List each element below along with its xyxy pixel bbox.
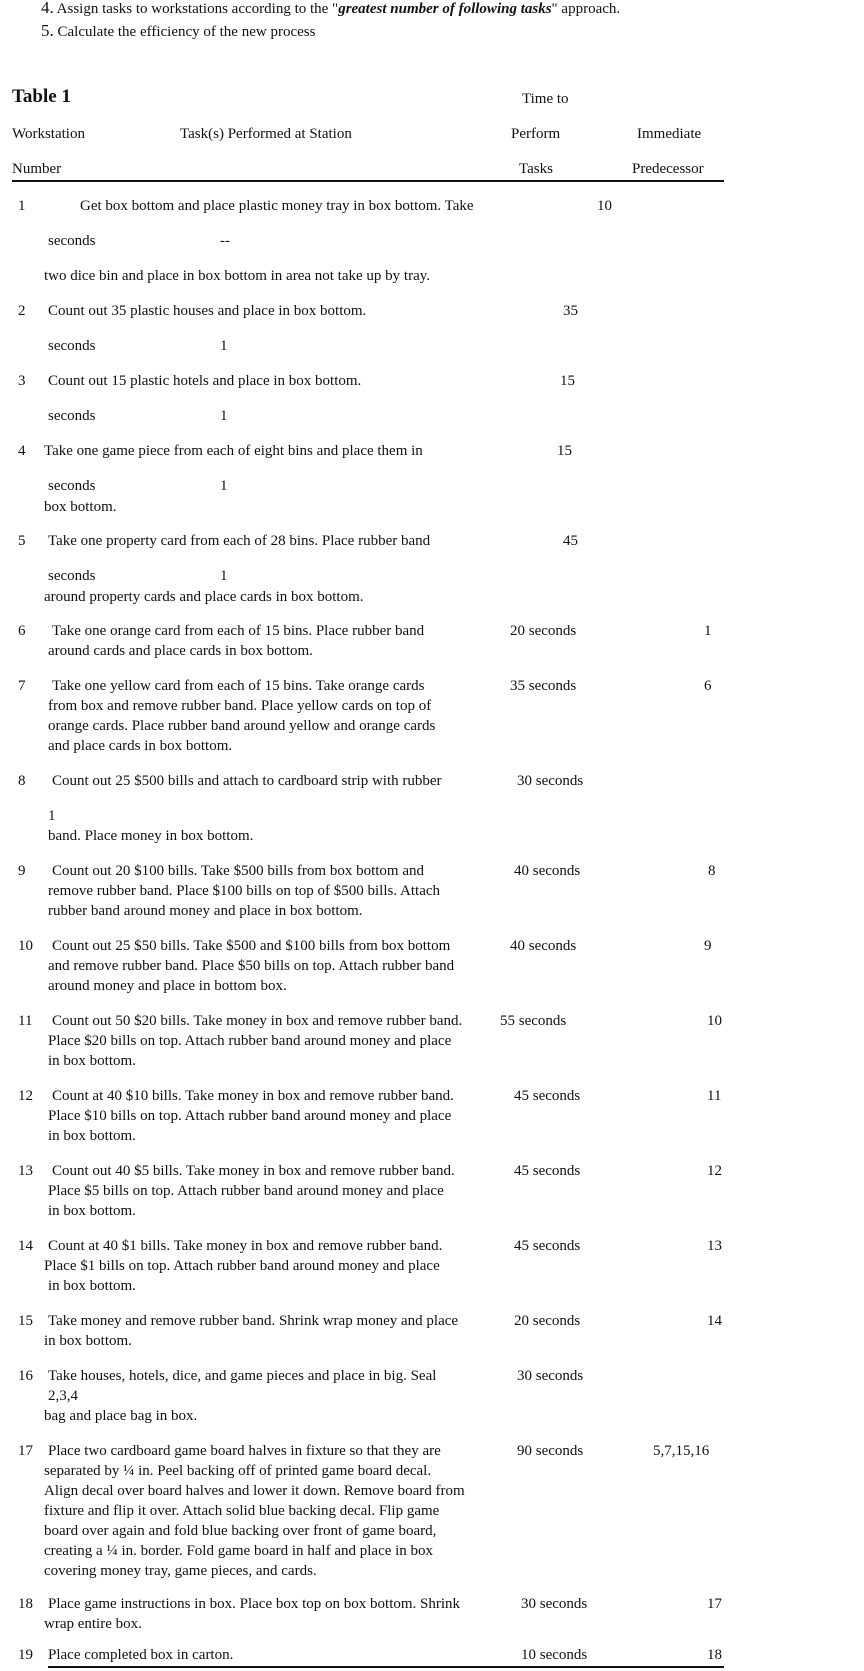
row-9-task-line-3: rubber band around money and place in box bottom.: [48, 903, 363, 919]
intro-item-5: 5. Calculate the efficiency of the new process: [41, 21, 316, 40]
row-3-predecessor: 1: [220, 408, 228, 424]
row-11-task-line-2: Place $20 bills on top. Attach rubber band around money and place: [48, 1033, 452, 1049]
row-19-number: 19: [18, 1647, 33, 1663]
row-3-time: 15: [560, 373, 575, 389]
row-12-task-line-3: in box bottom.: [48, 1128, 136, 1144]
row-9-task-line-2: remove rubber band. Place $100 bills on top of $500 bills. Attach: [48, 883, 441, 899]
row-4-number: 4: [18, 443, 26, 459]
row-14-time: 45 seconds: [514, 1238, 581, 1254]
row-17-task-line-7: covering money tray, game pieces, and cards.: [44, 1563, 317, 1579]
row-2-predecessor: 1: [220, 338, 228, 354]
row-1-seconds: seconds: [48, 233, 96, 249]
row-9-number: 9: [18, 863, 26, 879]
row-15-task-line-1: Take money and remove rubber band. Shrink wrap money and place: [48, 1313, 459, 1329]
row-8-predecessor: 1: [48, 808, 56, 824]
row-19-predecessor: 18: [707, 1647, 722, 1663]
row-14-task-line-2: Place $1 bills on top. Attach rubber band around money and place: [44, 1258, 440, 1274]
row-1-task-cont: two dice bin and place in box bottom in area not take up by tray.: [44, 268, 431, 284]
row-13-predecessor: 12: [707, 1163, 722, 1179]
row-10-predecessor: 9: [704, 938, 712, 954]
row-5-seconds: seconds: [48, 568, 96, 584]
row-5-task-cont: around property cards and place cards in box bottom.: [44, 589, 364, 605]
row-11-task-line-1: Count out 50 $20 bills. Take money in box and remove rubber band.: [52, 1013, 463, 1029]
row-1-task: Get box bottom and place plastic money tray in box bottom. Take: [80, 198, 474, 214]
row-6-task-line-2: around cards and place cards in box bottom.: [48, 643, 313, 659]
row-16-number: 16: [18, 1368, 33, 1384]
header-rule: [12, 180, 724, 182]
header-predecessor-2: Predecessor: [632, 161, 704, 177]
row-8-task: Count out 25 $500 bills and attach to cardboard strip with rubber: [52, 773, 442, 789]
row-16-task-cont: bag and place bag in box.: [44, 1408, 198, 1424]
row-12-predecessor: 11: [707, 1088, 722, 1104]
row-17-task-line-2: separated by ¼ in. Peel backing off of printed game board decal.: [44, 1463, 432, 1479]
row-5-predecessor: 1: [220, 568, 228, 584]
row-14-predecessor: 13: [707, 1238, 722, 1254]
row-18-task-line-1: Place game instructions in box. Place box top on box bottom. Shrink: [48, 1596, 461, 1612]
row-10-task-line-2: and remove rubber band. Place $50 bills on top. Attach rubber band: [48, 958, 455, 974]
row-18-predecessor: 17: [707, 1596, 722, 1612]
row-11-time: 55 seconds: [500, 1013, 567, 1029]
row-9-task-line-1: Count out 20 $100 bills. Take $500 bills from box bottom and: [52, 863, 424, 879]
row-17-predecessor: 5,7,15,16: [653, 1443, 710, 1459]
row-6-task-line-1: Take one orange card from each of 15 bins. Place rubber band: [52, 623, 425, 639]
row-2-number: 2: [18, 303, 26, 319]
row-6-number: 6: [18, 623, 26, 639]
row-15-task-line-2: in box bottom.: [44, 1333, 132, 1349]
row-4-seconds: seconds: [48, 478, 96, 494]
row-4-time: 15: [557, 443, 572, 459]
row-13-time: 45 seconds: [514, 1163, 581, 1179]
row-5-time: 45: [563, 533, 578, 549]
row-11-number: 11: [18, 1013, 33, 1029]
row-3-number: 3: [18, 373, 26, 389]
row-11-predecessor: 10: [707, 1013, 722, 1029]
row-4-task-cont: box bottom.: [44, 499, 117, 515]
table-title: Table 1: [12, 86, 71, 107]
row-7-time: 35 seconds: [510, 678, 577, 694]
row-7-number: 7: [18, 678, 26, 694]
row-6-time: 20 seconds: [510, 623, 577, 639]
row-10-time: 40 seconds: [510, 938, 577, 954]
row-11-task-line-3: in box bottom.: [48, 1053, 136, 1069]
header-workstation: Workstation: [12, 126, 85, 142]
row-8-task-cont: band. Place money in box bottom.: [48, 828, 254, 844]
row-16-predecessor: 2,3,4: [48, 1388, 78, 1404]
header-time-tasks: Tasks: [519, 161, 553, 177]
row-15-time: 20 seconds: [514, 1313, 581, 1329]
row-7-predecessor: 6: [704, 678, 712, 694]
row-5-number: 5: [18, 533, 26, 549]
row-12-task-line-1: Count at 40 $10 bills. Take money in box and remove rubber band.: [52, 1088, 454, 1104]
row-14-task-line-3: in box bottom.: [48, 1278, 136, 1294]
row-17-time: 90 seconds: [517, 1443, 584, 1459]
table-bottom-rule: [48, 1666, 724, 1668]
row-5-task: Take one property card from each of 28 bins. Place rubber band: [48, 533, 431, 549]
row-4-task: Take one game piece from each of eight bins and place them in: [44, 443, 423, 459]
row-13-task-line-1: Count out 40 $5 bills. Take money in box and remove rubber band.: [52, 1163, 455, 1179]
row-17-task-line-1: Place two cardboard game board halves in fixture so that they are: [48, 1443, 441, 1459]
row-2-time: 35: [563, 303, 578, 319]
header-time: Time to: [522, 91, 569, 107]
row-10-number: 10: [18, 938, 33, 954]
row-17-number: 17: [18, 1443, 33, 1459]
row-17-task-line-4: fixture and flip it over. Attach solid blue backing decal. Flip game: [44, 1503, 440, 1519]
row-6-predecessor: 1: [704, 623, 712, 639]
row-3-task: Count out 15 plastic hotels and place in box bottom.: [48, 373, 362, 389]
row-7-task-line-2: from box and remove rubber band. Place yellow cards on top of: [48, 698, 432, 714]
row-1-time: 10: [597, 198, 612, 214]
row-13-task-line-2: Place $5 bills on top. Attach rubber band around money and place: [48, 1183, 444, 1199]
row-13-number: 13: [18, 1163, 33, 1179]
row-7-task-line-1: Take one yellow card from each of 15 bins. Take orange cards: [52, 678, 425, 694]
intro-item-4: 4. Assign tasks to workstations according to the "greatest number of following tasks" approach.: [41, 0, 621, 17]
row-17-task-line-5: board over again and fold blue backing over front of game board,: [44, 1523, 437, 1539]
row-7-task-line-4: and place cards in box bottom.: [48, 738, 233, 754]
row-13-task-line-3: in box bottom.: [48, 1203, 136, 1219]
row-19-task-line-1: Place completed box in carton.: [48, 1647, 234, 1663]
row-8-number: 8: [18, 773, 26, 789]
header-workstation-number: Number: [12, 161, 62, 177]
row-12-task-line-2: Place $10 bills on top. Attach rubber band around money and place: [48, 1108, 452, 1124]
header-time-perform: Perform: [511, 126, 561, 142]
header-predecessor: Immediate: [637, 126, 702, 142]
row-9-time: 40 seconds: [514, 863, 581, 879]
row-16-time: 30 seconds: [517, 1368, 584, 1384]
row-10-task-line-1: Count out 25 $50 bills. Take $500 and $100 bills from box bottom: [52, 938, 451, 954]
row-4-predecessor: 1: [220, 478, 228, 494]
row-14-task-line-1: Count at 40 $1 bills. Take money in box and remove rubber band.: [48, 1238, 443, 1254]
row-19-time: 10 seconds: [521, 1647, 588, 1663]
row-1-predecessor: --: [220, 233, 230, 249]
row-15-number: 15: [18, 1313, 33, 1329]
row-3-seconds: seconds: [48, 408, 96, 424]
row-17-task-line-6: creating a ¼ in. border. Fold game board in half and place in box: [44, 1543, 434, 1559]
row-8-time: 30 seconds: [517, 773, 584, 789]
row-2-seconds: seconds: [48, 338, 96, 354]
header-tasks: Task(s) Performed at Station: [180, 126, 352, 142]
row-17-task-line-3: Align decal over board halves and lower it down. Remove board from: [44, 1483, 465, 1499]
row-10-task-line-3: around money and place in bottom box.: [48, 978, 287, 994]
row-12-time: 45 seconds: [514, 1088, 581, 1104]
row-18-number: 18: [18, 1596, 33, 1612]
row-14-number: 14: [18, 1238, 33, 1254]
row-9-predecessor: 8: [708, 863, 716, 879]
row-1-number: 1: [18, 198, 26, 214]
row-12-number: 12: [18, 1088, 33, 1104]
row-7-task-line-3: orange cards. Place rubber band around yellow and orange cards: [48, 718, 436, 734]
row-16-task: Take houses, hotels, dice, and game pieces and place in big. Seal: [48, 1368, 437, 1384]
row-2-task: Count out 35 plastic houses and place in box bottom.: [48, 303, 367, 319]
row-18-task-line-2: wrap entire box.: [44, 1616, 142, 1632]
row-18-time: 30 seconds: [521, 1596, 588, 1612]
row-15-predecessor: 14: [707, 1313, 722, 1329]
